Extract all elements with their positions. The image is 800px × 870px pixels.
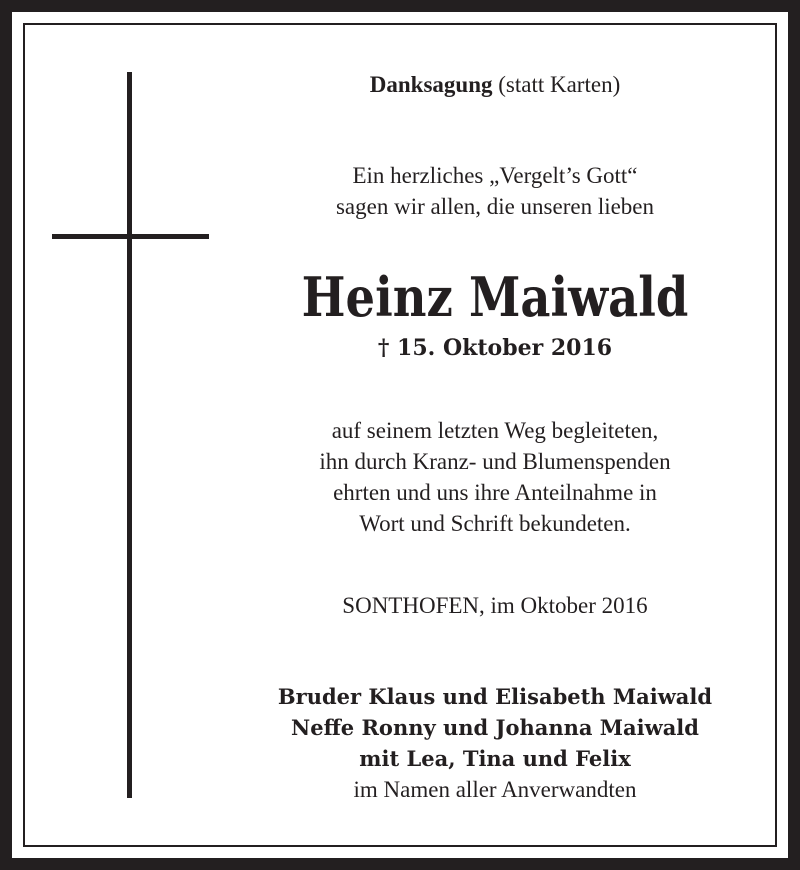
cross-icon-vertical-bar <box>127 72 132 798</box>
notice-heading <box>230 69 760 100</box>
signer-line-3: mit Lea, Tina und Felix <box>359 746 631 771</box>
death-date: † 15. Oktober 2016 <box>377 335 613 361</box>
intro-text <box>230 160 760 222</box>
place-and-date: SONTHOFEN, im Oktober 2016 <box>342 593 648 618</box>
body-line-3: ehrten und uns ihre Anteilnahme in <box>333 480 657 505</box>
intro-line-2: sagen wir allen, die unseren lieben <box>335 194 655 219</box>
body-text <box>230 415 760 539</box>
body-line-4: Wort und Schrift bekundeten. <box>359 511 631 536</box>
body-line-2: ihn durch Kranz- und Blumenspenden <box>319 449 671 474</box>
signers-block <box>230 681 760 805</box>
signer-line-2: Neffe Ronny und Johanna Maiwald <box>291 715 699 740</box>
cross-icon-horizontal-bar <box>52 234 209 239</box>
signer-line-4: im Namen aller Anverwandten <box>353 777 637 802</box>
heading-title: Danksagung <box>369 72 493 97</box>
heading-subtitle: (statt Karten) <box>498 72 621 97</box>
signer-line-1: Bruder Klaus und Elisabeth Maiwald <box>277 684 713 709</box>
intro-line-1: Ein herzliches „Vergelt’s Gott“ <box>352 163 638 188</box>
body-line-1: auf seinem letzten Weg begleiteten, <box>331 418 659 443</box>
deceased-name: Heinz Maiwald <box>301 265 689 329</box>
